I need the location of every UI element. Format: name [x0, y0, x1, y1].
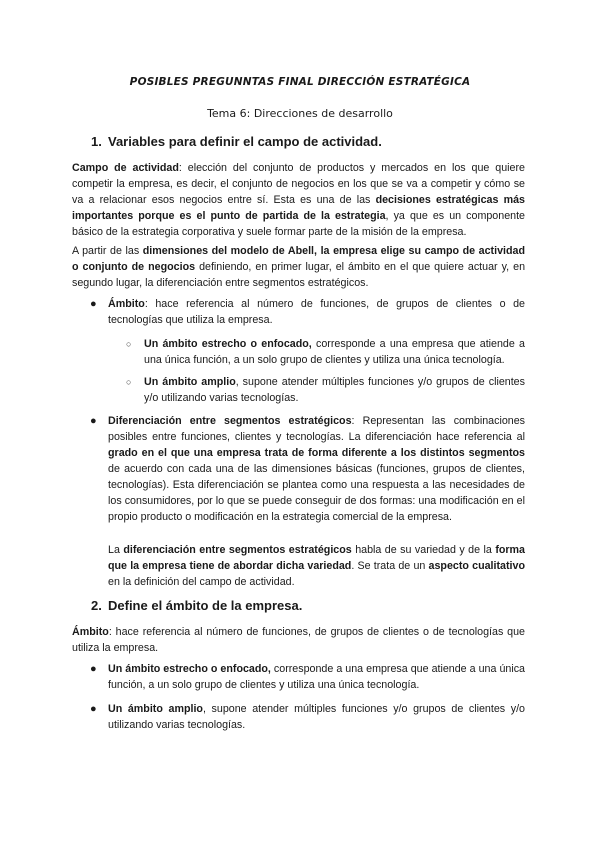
paragraph-diferenciacion-variedad: La diferenciación entre segmentos estratégicos habla de su variedad y de la forma que la empresa tiene de abordar dicha variedad. Se trata de un aspecto cualitativo en la definición del campo de actividad. [108, 544, 526, 588]
bullet-icon: ● [90, 415, 97, 427]
bullet-ambito: Ámbito: hace referencia al número de funciones, de grupos de clientes o de tecnologías que utiliza la empresa. [108, 298, 525, 326]
paragraph-campo-actividad: Campo de actividad: elección del conjunto de productos y mercados en los que quiere competir la empresa, es decir, el conjunto de negocios en los que se va a competir y cómo se va a relacionar esos negocios entre sí. Esta es una de las decisiones estratégicas más importantes porque es el punto de partida de la estrategia, ya que es un componente básico de la estrategia corporativa y suele formar parte de la misión de la empresa. [72, 162, 525, 238]
bullet-diferenciacion: Diferenciación entre segmentos estratégicos: Representan las combinaciones posibles entre funciones, clientes y tecnologías. La diferenciación hace referencia al grado en el que una empresa trata de forma diferente a los distintos segmentos de acuerdo con cada una de las dimensiones básicas (funciones, grupos de clientes, tecnologías). Esta diferenciación se plantea como una respuesta a las necesidades de los consumidores, por lo que se puede conseguir de dos formas: una modificación en el propio producto o modificación en la estrategia comercial de la empresa. [108, 415, 525, 523]
section-1-heading [91, 134, 382, 149]
bullet-icon: ● [90, 298, 97, 310]
circle-bullet-icon: ○ [126, 339, 132, 349]
section-2-number: 2. [91, 598, 102, 613]
paragraph-ambito: Ámbito: hace referencia al número de funciones, de grupos de clientes o de tecnologías que utiliza la empresa. [72, 626, 525, 654]
document-subtitle: Tema 6: Direcciones de desarrollo [207, 107, 393, 120]
bullet-ambito-estrecho: Un ámbito estrecho o enfocado, corresponde a una empresa que atiende a una única función, a un solo grupo de clientes y utiliza una única tecnología. [108, 663, 525, 691]
bullet-ambito-amplio: Un ámbito amplio, supone atender múltiples funciones y/o grupos de clientes y/o utilizando varias tecnologías. [108, 703, 525, 731]
sub-bullet-ambito-amplio: Un ámbito amplio, supone atender múltiples funciones y/o grupos de clientes y/o utilizando varias tecnologías. [144, 376, 525, 404]
section-1-number: 1. [91, 134, 102, 149]
bullet-icon: ● [90, 663, 97, 675]
paragraph-abell: A partir de las dimensiones del modelo de Abell, la empresa elige su campo de actividad o conjunto de negocios definiendo, en primer lugar, el ámbito en el que quiere actuar y, en segundo lugar, la diferenciación entre segmentos estratégicos. [72, 245, 526, 289]
circle-bullet-icon: ○ [126, 377, 132, 387]
document-title: POSIBLES PREGUNNTAS FINAL DIRECCIÓN ESTRATÉGICA [129, 76, 471, 88]
section-2-title: Define el ámbito de la empresa. [108, 598, 303, 613]
sub-bullet-ambito-estrecho: Un ámbito estrecho o enfocado, corresponde a una empresa que atiende a una única función, a un solo grupo de clientes y utiliza una única tecnología. [144, 338, 525, 366]
section-1-title: Variables para definir el campo de actividad. [108, 134, 382, 149]
section-2-heading [91, 598, 302, 613]
term-campo-actividad: Campo de actividad [72, 162, 179, 174]
bullet-icon: ● [90, 703, 97, 715]
